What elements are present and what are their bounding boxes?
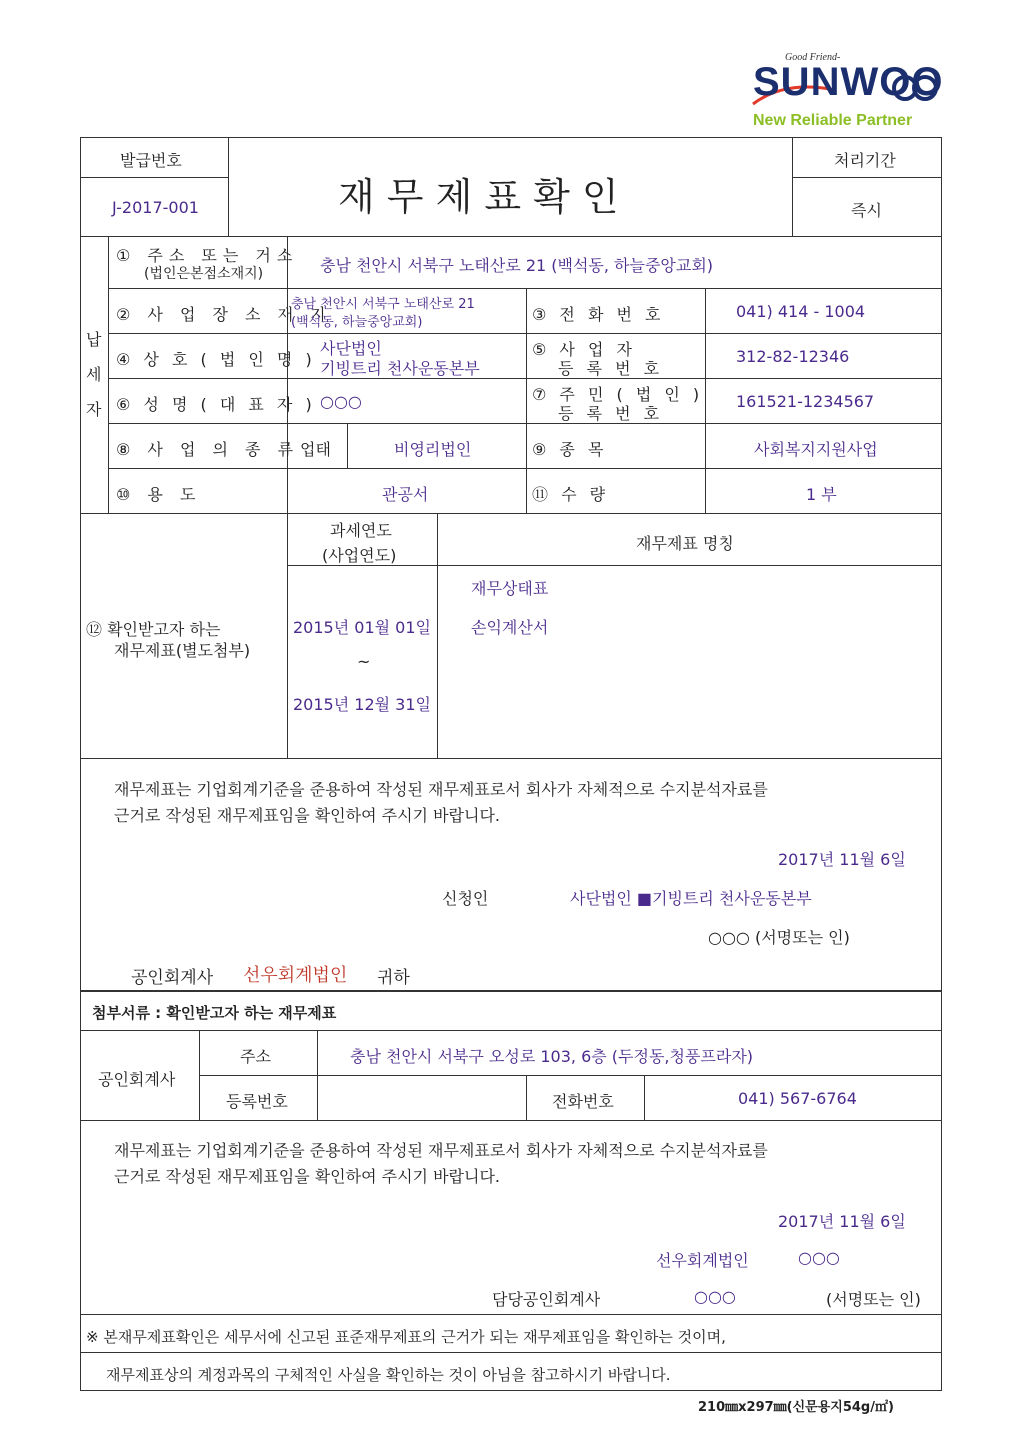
sunwoo-logo xyxy=(745,52,945,132)
corpreg-value: 161521-1234567 xyxy=(736,392,875,411)
biztype-value: 비영리법인 xyxy=(394,440,472,459)
note-2: 재무제표상의 계정과목의 구체적인 사실을 확인하는 것이 아님을 참고하시기 바랍니다. xyxy=(106,1366,671,1384)
item-value: 사회복지지원사업 xyxy=(754,440,878,459)
cpa-phone-label: 전화번호 xyxy=(552,1092,614,1111)
company-value-1: 사단법인 xyxy=(320,339,382,358)
request-date: 2017년 11월 6일 xyxy=(778,850,906,869)
workplace-label: ② 사 업 장 소 재 지 xyxy=(116,305,332,324)
paper-spec: 210㎜x297㎜(신문용지54g/㎡) xyxy=(698,1400,894,1415)
bizreg-label-2: 등 록 번 호 xyxy=(558,359,664,378)
page-title: 재 무 제 표 확 인 xyxy=(338,175,619,219)
issue-no-label: 발급번호 xyxy=(120,151,182,170)
addressee-suffix: 귀하 xyxy=(377,968,410,988)
addressee-prefix: 공인회계사 xyxy=(131,968,214,988)
corpreg-label-2: 등 록 번 호 xyxy=(558,404,664,423)
bizreg-value: 312-82-12346 xyxy=(736,347,850,366)
phone-label: ③ 전 화 번 호 xyxy=(532,305,665,324)
cpa-reg-label: 등록번호 xyxy=(226,1092,288,1111)
confirm-text-2: 근거로 작성된 재무제표임을 확인하여 주시기 바랍니다. xyxy=(114,1167,501,1186)
bizreg-label-1: ⑤ 사 업 자 xyxy=(532,340,636,359)
item-label: ⑨ 종 목 xyxy=(532,440,608,459)
addressee-firm: 선우회계법인 xyxy=(243,965,348,986)
attachment-label: 첨부서류 : 확인받고자 하는 재무제표 xyxy=(92,1004,337,1022)
address-value: 충남 천안시 서북구 노태산로 21 (백석동, 하늘중앙교회) xyxy=(320,256,714,275)
taxpayer-side-label: 납 세 자 xyxy=(86,330,102,419)
year-header-1: 과세연도 xyxy=(330,521,392,540)
year-header-2: (사업연도) xyxy=(322,546,397,565)
purpose-value: 관공서 xyxy=(382,485,429,504)
qty-value: 1 부 xyxy=(806,485,837,504)
name-header: 재무제표 명칭 xyxy=(636,534,734,553)
confirm-cpa-sign: (서명또는 인) xyxy=(826,1290,921,1309)
logo-slogan: New Reliable Partner xyxy=(753,112,913,129)
applicant-sign: ○○○ (서명또는 인) xyxy=(708,928,850,947)
period-value: 즉시 xyxy=(851,201,882,220)
form-frame xyxy=(80,137,942,1391)
issue-no-value: J-2017-001 xyxy=(112,198,199,217)
address-label: ① 주소 또는 거소 xyxy=(116,246,299,265)
confirm-firm-sign: ○○○ xyxy=(798,1248,840,1267)
statements-label-2: 재무제표(별도첨부) xyxy=(114,641,251,660)
period-from: 2015년 01월 01일 xyxy=(293,618,431,637)
address-sub-label: (법인은본점소재지) xyxy=(144,266,264,282)
company-label: ④ 상 호 ( 법 인 명 ) xyxy=(116,350,316,369)
confirm-date: 2017년 11월 6일 xyxy=(778,1212,906,1231)
cpa-address-label: 주소 xyxy=(240,1047,271,1066)
cpa-label: 공인회계사 xyxy=(98,1070,176,1089)
logo-word: SUNWOO xyxy=(753,60,944,104)
request-text-1: 재무제표는 기업회계기준을 준용하여 작성된 재무제표로서 회사가 자체적으로 수지분석자료를 xyxy=(114,780,768,799)
confirm-firm: 선우회계법인 xyxy=(656,1251,749,1270)
qty-label: ⑪ 수 량 xyxy=(532,485,610,504)
purpose-label: ⑩ 용 도 xyxy=(116,485,202,504)
workplace-value-2: (백석동, 하늘중앙교회) xyxy=(291,315,423,330)
applicant-value: 사단법인 ■기빙트리 천사운동본부 xyxy=(570,889,812,908)
note-1: ※ 본재무제표확인은 세무서에 신고된 표준재무제표의 근거가 되는 재무제표임을 확인하는 것이며, xyxy=(86,1328,726,1346)
confirm-text-1: 재무제표는 기업회계기준을 준용하여 작성된 재무제표로서 회사가 자체적으로 수지분석자료를 xyxy=(114,1141,768,1160)
biztype-sub-label: 업태 xyxy=(300,440,331,459)
corpreg-label-1: ⑦ 주 민 ( 법 인 ) xyxy=(532,385,704,404)
statement-item: 재무상태표 xyxy=(471,579,549,598)
statement-item: 손익계산서 xyxy=(471,618,549,637)
cpa-phone-value: 041) 567-6764 xyxy=(738,1089,857,1108)
period-tilde: ~ xyxy=(357,652,371,671)
workplace-value-1: 충남 천안시 서북구 노태산로 21 xyxy=(291,297,475,312)
period-to: 2015년 12월 31일 xyxy=(293,695,431,714)
biztype-label: ⑧ 사 업 의 종 류 xyxy=(116,440,300,459)
statements-label-1: ⑫ 확인받고자 하는 xyxy=(86,620,221,639)
confirm-cpa-name: ○○○ xyxy=(694,1287,736,1306)
company-value-2: 기빙트리 천사운동본부 xyxy=(320,359,480,378)
phone-value: 041) 414 - 1004 xyxy=(736,302,866,321)
cpa-address-value: 충남 천안시 서북구 오성로 103, 6층 (두정동,청풍프라자) xyxy=(350,1047,754,1066)
logo-tagline: Good Friend- xyxy=(785,52,841,63)
request-text-2: 근거로 작성된 재무제표임을 확인하여 주시기 바랍니다. xyxy=(114,806,501,825)
rep-label: ⑥ 성 명 ( 대 표 자 ) xyxy=(116,395,316,414)
confirm-cpa-label: 담당공인회계사 xyxy=(492,1290,601,1309)
rep-value: ○○○ xyxy=(320,392,362,411)
period-label: 처리기간 xyxy=(834,151,896,170)
applicant-label: 신청인 xyxy=(442,889,489,908)
